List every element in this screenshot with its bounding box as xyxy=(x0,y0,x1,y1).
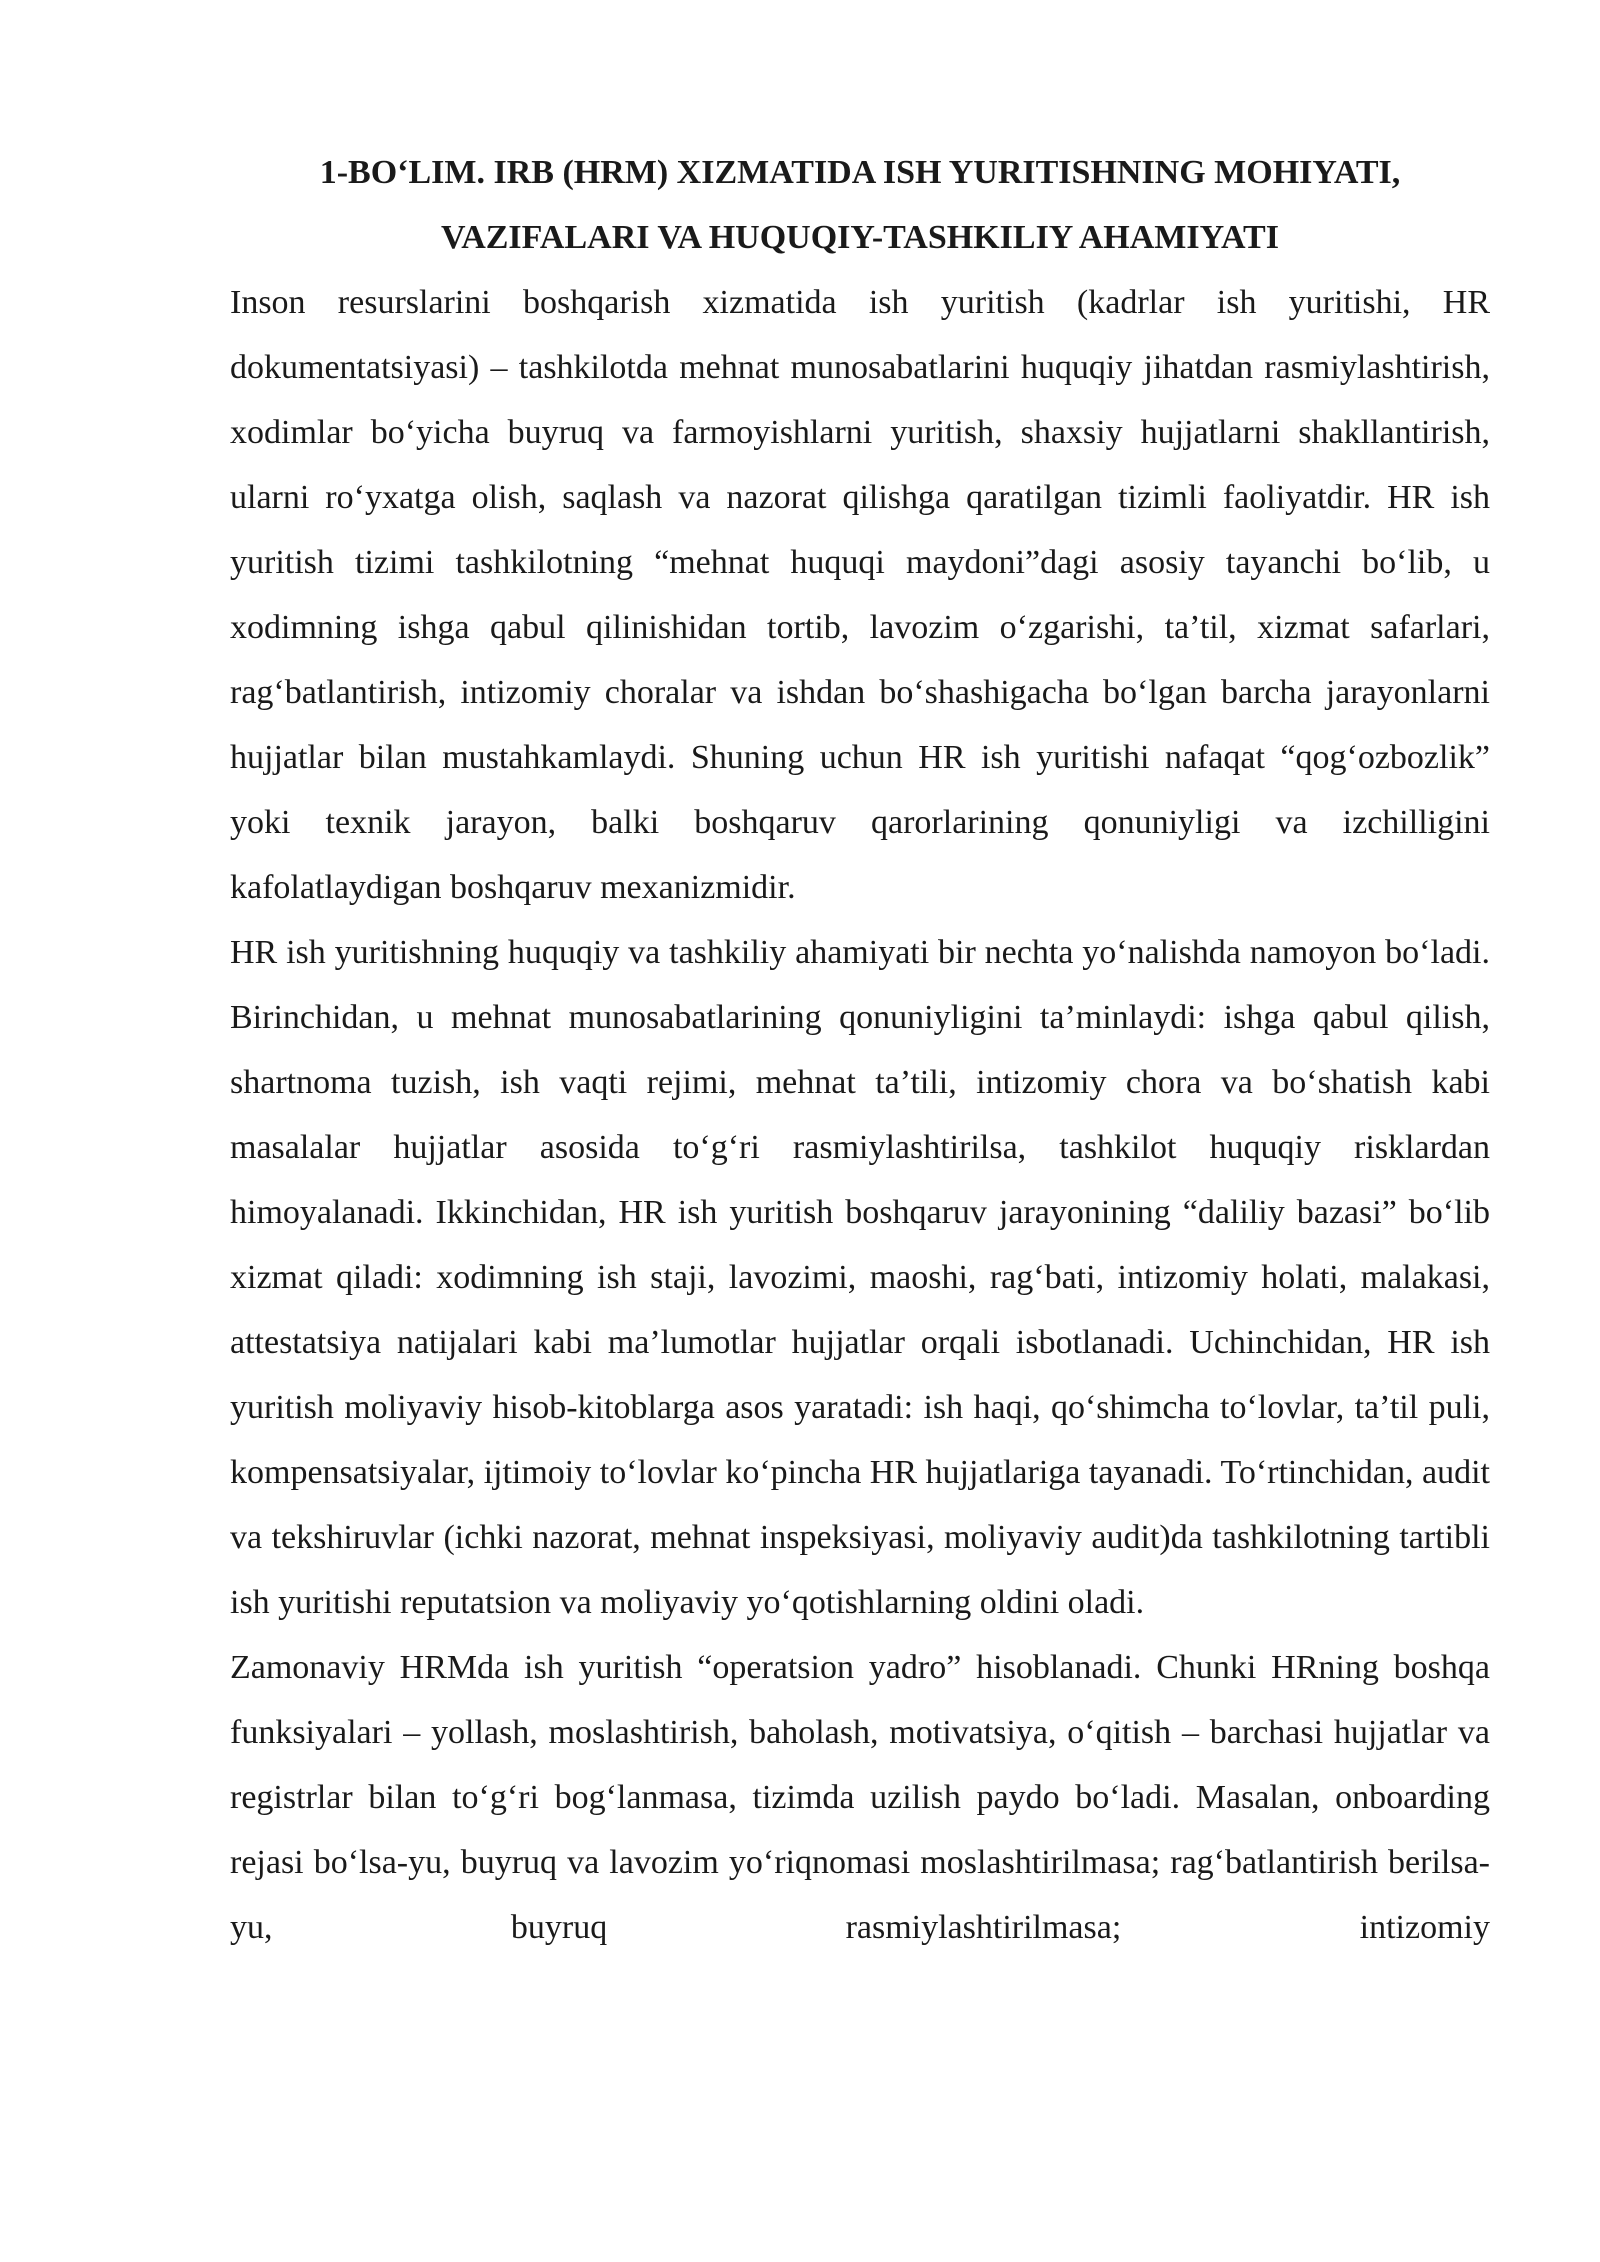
paragraph-3: Zamonaviy HRMda ish yuritish “operatsion yadro” hisoblanadi. Chunki HRning boshqa funksiyalari – yollash, moslashtirish, baholash, motivatsiya, o‘qitish – barchasi hujjatlar va registrlar bilan to‘g‘ri bog‘lanmasa, tizimda uzilish paydo bo‘ladi. Masalan, onboarding rejasi bo‘lsa-yu, buyruq va lavozim yo‘riqnomasi moslashtirilmasa; rag‘batlantirish berilsa-yu, buyruq rasmiylashtirilmasa; intizomiy xyxy=(230,1649,1490,1946)
section-title-line-1: 1-BO‘LIM. IRB (HRM) XIZMATIDA ISH YURITISHNING MOHIYATI, xyxy=(319,154,1401,191)
paragraph-2: HR ish yuritishning huquqiy va tashkiliy ahamiyati bir nechta yo‘nalishda namoyon bo‘ladi. Birinchidan, u mehnat munosabatlarining qonuniyligini ta’minlaydi: ishga qabul qilish, shartnoma tuzish, ish vaqti rejimi, mehnat ta’tili, intizomiy chora va bo‘shatish kabi masalalar hujjatlar asosida to‘g‘ri rasmiylashtirilsa, tashkilot huquqiy risklardan himoyalanadi. Ikkinchidan, HR ish yuritish boshqaruv jarayonining “daliliy bazasi” bo‘lib xizmat qiladi: xodimning ish staji, lavozimi, maoshi, rag‘bati, intizomiy holati, malakasi, attestatsiya natijalari kabi ma’lumotlar hujjatlar orqali isbotlanadi. Uchinchidan, HR ish yuritish moliyaviy hisob-kitoblarga asos yaratadi: ish haqi, qo‘shimcha to‘lovlar, ta’til puli, kompensatsiyalar, ijtimoiy to‘lovlar ko‘pincha HR hujjatlariga tayanadi. To‘rtinchidan, audit va tekshiruvlar (ichki nazorat, mehnat inspeksiyasi, moliyaviy audit)da tashkilotning tartibli ish yuritishi reputatsion va moliyaviy yo‘qotishlarning oldini oladi. xyxy=(230,934,1490,1621)
section-title xyxy=(230,140,1490,270)
document-body xyxy=(230,140,1490,1960)
section-title-line-2: VAZIFALARI VA HUQUQIY-TASHKILIY AHAMIYATI xyxy=(441,219,1279,256)
paragraph-1: Inson resurslarini boshqarish xizmatida ish yuritish (kadrlar ish yuritishi, HR dokumentatsiyasi) – tashkilotda mehnat munosabatlarini huquqiy jihatdan rasmiylashtirish, xodimlar bo‘yicha buyruq va farmoyishlarni yuritish, shaxsiy hujjatlarni shakllantirish, ularni ro‘yxatga olish, saqlash va nazorat qilishga qaratilgan tizimli faoliyatdir. HR ish yuritish tizimi tashkilotning “mehnat huquqi maydoni”dagi asosiy tayanchi bo‘lib, u xodimning ishga qabul qilinishidan tortib, lavozim o‘zgarishi, ta’til, xizmat safarlari, rag‘batlantirish, intizomiy choralar va ishdan bo‘shashigacha bo‘lgan barcha jarayonlarni hujjatlar bilan mustahkamlaydi. Shuning uchun HR ish yuritishi nafaqat “qog‘ozbozlik” yoki texnik jarayon, balki boshqaruv qarorlarining qonuniyligi va izchilligini kafolatlaydigan boshqaruv mexanizmidir. xyxy=(230,284,1490,906)
